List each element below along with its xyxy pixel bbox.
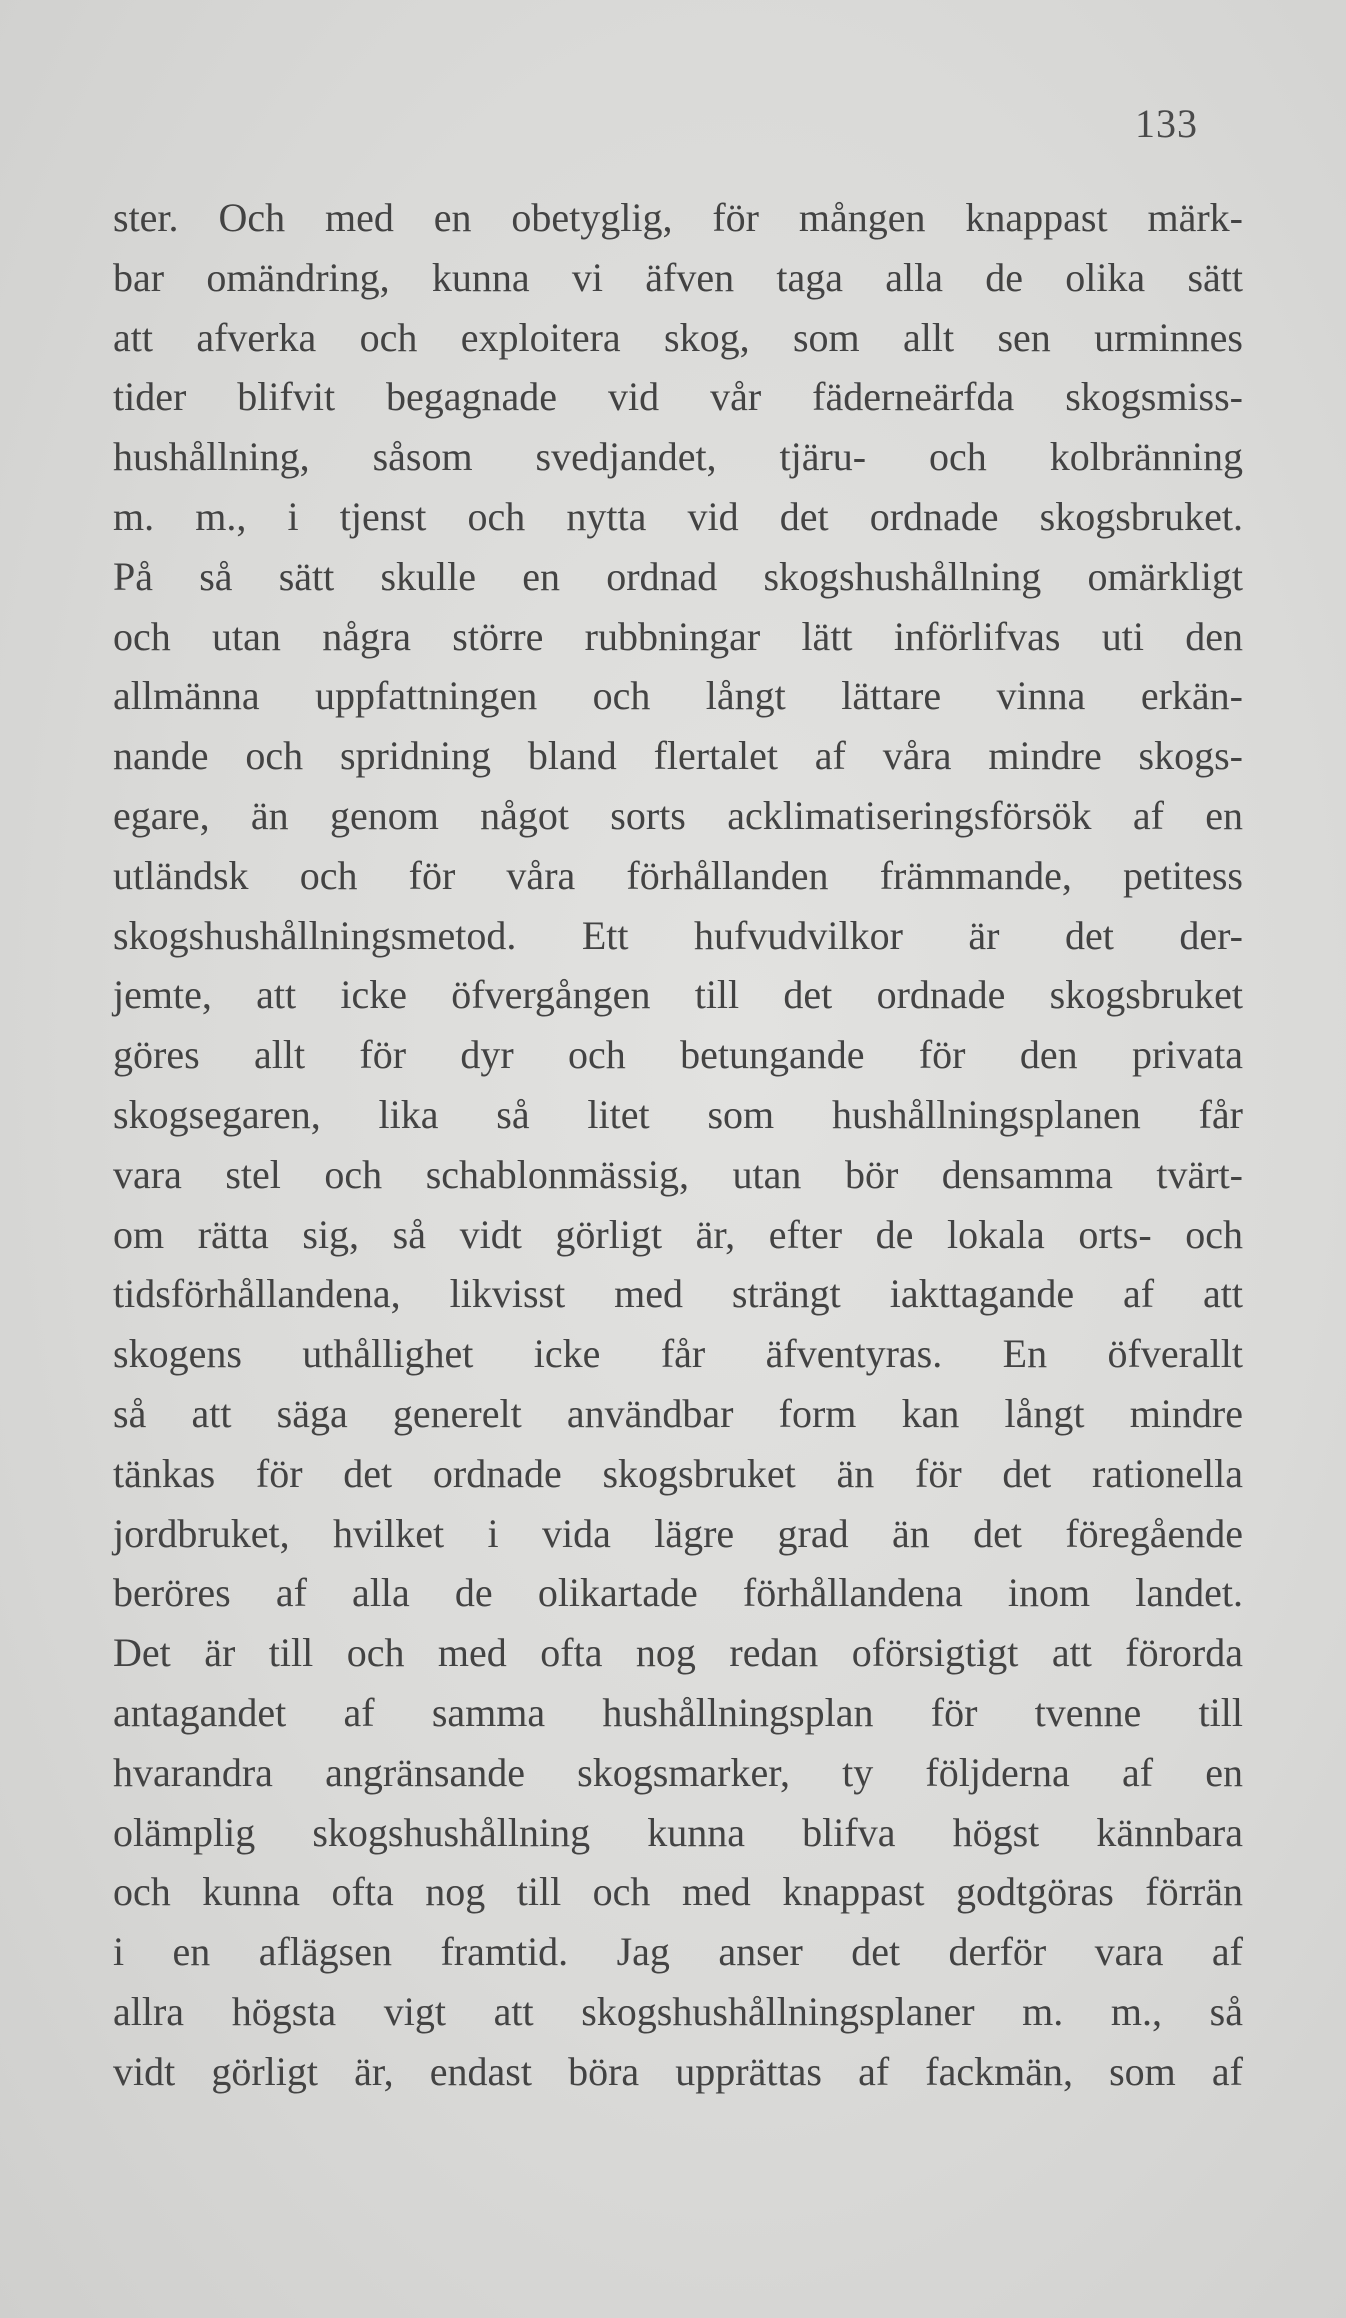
text-line: allra högsta vigt att skogshushållningsplaner m. m., så xyxy=(113,1988,1243,2034)
text-line: jordbruket, hvilket i vida lägre grad än det föregående xyxy=(113,1510,1243,1556)
text-line: göres allt för dyr och betungande för den privata xyxy=(113,1032,1243,1078)
text-line: i en aflägsen framtid. Jag anser det derför vara af xyxy=(113,1929,1243,1975)
text-line: skogens uthållighet icke får äfventyras. En öfverallt xyxy=(113,1331,1243,1377)
body-text xyxy=(113,188,1243,2102)
text-line: m. m., i tjenst och nytta vid det ordnade skogsbruket. xyxy=(113,493,1243,539)
text-line: att afverka och exploitera skog, som allt sen urminnes xyxy=(113,314,1243,360)
text-line: tider blifvit begagnade vid vår fäderneärfda skogsmiss- xyxy=(113,374,1243,420)
text-line: ster. Och med en obetyglig, för mången knappast märk- xyxy=(113,195,1243,240)
text-line: hvarandra angränsande skogsmarker, ty följderna af en xyxy=(113,1749,1243,1795)
text-line: beröres af alla de olikartade förhållandena inom landet. xyxy=(113,1570,1243,1616)
text-line: olämplig skogshushållning kunna blifva högst kännbara xyxy=(113,1809,1243,1855)
page-number: 133 xyxy=(1135,101,1198,146)
text-line: och kunna ofta nog till och med knappast godtgöras förrän xyxy=(113,1869,1243,1915)
text-line: bar omändring, kunna vi äfven taga alla de olika sätt xyxy=(113,254,1243,300)
text-line: allmänna uppfattningen och långt lättare vinna erkän- xyxy=(113,673,1243,719)
text-line: och utan några större rubbningar lätt införlifvas uti den xyxy=(113,613,1243,659)
text-line: skogshushållningsmetod. Ett hufvudvilkor är det der- xyxy=(113,912,1243,958)
text-line: jemte, att icke öfvergången till det ordnade skogsbruket xyxy=(113,972,1243,1018)
text-line: nande och spridning bland flertalet af våra mindre skogs- xyxy=(113,733,1243,779)
text-line: vidt görligt är, endast böra upprättas af fackmän, som af xyxy=(113,2048,1243,2094)
text-line: På så sätt skulle en ordnad skogshushållning omärkligt xyxy=(113,553,1243,599)
text-line: skogsegaren, lika så litet som hushållningsplanen får xyxy=(113,1091,1243,1137)
text-line: egare, än genom något sorts acklimatiseringsförsök af en xyxy=(113,792,1243,838)
text-line: Det är till och med ofta nog redan oförsigtigt att förorda xyxy=(113,1630,1243,1676)
text-line: tänkas för det ordnade skogsbruket än för det rationella xyxy=(113,1450,1243,1496)
text-line: om rätta sig, så vidt görligt är, efter de lokala orts- och xyxy=(113,1211,1243,1257)
text-line: så att säga generelt användbar form kan långt mindre xyxy=(113,1390,1243,1436)
text-line: utländsk och för våra förhållanden främmande, petitess xyxy=(113,852,1243,898)
text-line: vara stel och schablonmässig, utan bör densamma tvärt- xyxy=(113,1151,1243,1197)
text-line: antagandet af samma hushållningsplan för tvenne till xyxy=(113,1689,1243,1735)
text-line: tidsförhållandena, likvisst med strängt iakttagande af att xyxy=(113,1271,1243,1317)
text-line: hushållning, såsom svedjandet, tjäru- och kolbränning xyxy=(113,434,1243,480)
